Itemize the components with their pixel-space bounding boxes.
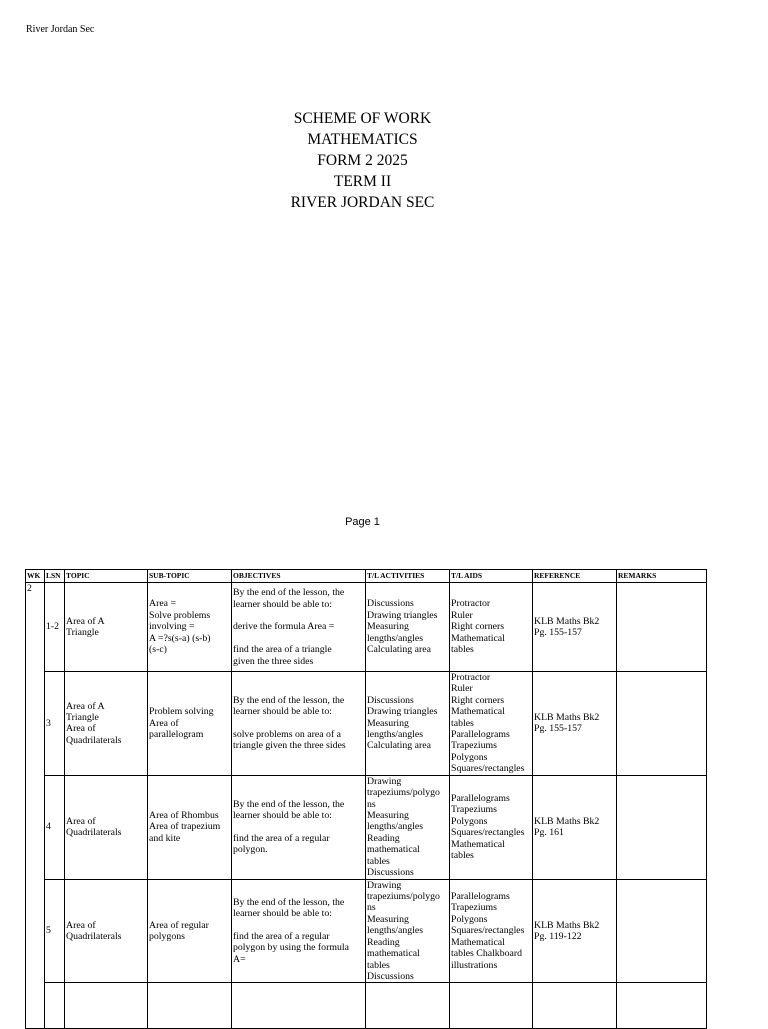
cell-line: Solve problems: [149, 609, 211, 621]
reference-cell: [533, 879, 617, 983]
cell-line: Calculating area: [367, 740, 431, 752]
cell-line: Right corners: [451, 694, 505, 706]
cell-line: Reading: [367, 936, 400, 948]
topic-cell: [65, 983, 148, 1029]
cell-line: Squares/rectangles: [451, 763, 525, 775]
table-row-empty: [26, 983, 707, 1029]
cell-line: Reading: [367, 832, 400, 844]
cell-line: tables: [451, 644, 474, 656]
title-line-1: SCHEME OF WORK: [293, 110, 432, 127]
cell-line: KLB Maths Bk2: [534, 615, 600, 627]
objectives-cell: [232, 672, 366, 776]
cell-gap: [233, 718, 364, 729]
cell-line: Trapeziums: [451, 740, 497, 752]
cell-line: Parallelograms: [451, 792, 510, 804]
cell-line: tables: [451, 717, 474, 729]
cell-line: Triangle: [66, 627, 99, 638]
table-row: [26, 672, 707, 776]
table-row: [26, 583, 707, 672]
cell-line: Calculating area: [367, 644, 431, 656]
column-header-topic: TOPIC: [65, 570, 148, 583]
document-title: [0, 108, 725, 213]
cell-line: Right corners: [451, 621, 505, 633]
subtopic-cell: [148, 775, 232, 879]
title-line-2: MATHEMATICS: [307, 131, 418, 148]
cell-line: Triangle: [66, 711, 99, 723]
cell-line: triangle given the three sides: [233, 740, 346, 752]
cell-line: Discussions: [367, 867, 414, 879]
cell-line: By the end of the lesson, the: [233, 587, 345, 599]
table-row: [26, 775, 707, 879]
running-header: River Jordan Sec: [26, 24, 95, 35]
cell-line: find the area of a triangle: [233, 644, 332, 656]
cell-line: ns: [367, 798, 376, 810]
cell-line: Area of trapezium: [149, 821, 221, 833]
cell-line: solve problems on area of a: [233, 729, 342, 741]
cell-line: Mathematical: [451, 632, 505, 644]
cell-line: Polygons: [451, 913, 488, 925]
cell-line: Discussions: [367, 598, 414, 610]
aids-cell: [450, 672, 533, 776]
cell-line: Area of: [66, 919, 96, 931]
cell-line: involving =: [149, 621, 195, 633]
cell-line: Pg. 119-122: [534, 930, 582, 942]
title-line-4: TERM II: [333, 173, 392, 190]
title-line-3: FORM 2 2025: [317, 152, 408, 169]
cell-line: KLB Maths Bk2: [534, 815, 600, 827]
cell-line: learner should be able to:: [233, 706, 333, 718]
cell-gap: [233, 610, 364, 621]
lsn-cell: 5: [45, 879, 65, 983]
cell-line: Squares/rectangles: [451, 827, 525, 839]
table-header-row: [26, 570, 707, 583]
table-row: [26, 879, 707, 983]
topic-cell: [65, 583, 148, 672]
cell-line: Quadrilaterals: [66, 734, 122, 746]
activities-cell: [366, 775, 450, 879]
cell-line: Discussions: [367, 970, 414, 982]
cell-line: trapeziums/polygo: [367, 891, 440, 903]
reference-cell: [533, 672, 617, 776]
cell-line: lengths/angles: [367, 729, 424, 741]
subtopic-cell: [148, 672, 232, 776]
topic-cell: [65, 775, 148, 879]
cell-gap: [233, 633, 364, 644]
cell-line: lengths/angles: [367, 925, 424, 937]
cell-gap: [233, 920, 364, 931]
cell-line: illustrations: [451, 959, 498, 971]
cell-line: and kite: [149, 832, 181, 844]
aids-cell: [450, 983, 533, 1029]
column-header-reference: REFERENCE: [533, 570, 617, 583]
cell-line: Area of: [66, 815, 96, 827]
cell-line: Area of: [66, 723, 96, 735]
cell-line: derive the formula Area =: [233, 621, 335, 633]
cell-line: trapeziums/polygo: [367, 787, 440, 799]
remarks-cell: [617, 983, 707, 1029]
subtopic-cell: [148, 879, 232, 983]
remarks-cell: [617, 583, 707, 672]
cell-line: ns: [367, 902, 376, 914]
cell-line: Area of A: [66, 700, 105, 712]
objectives-cell: [232, 879, 366, 983]
cell-line: Area of regular: [149, 919, 209, 931]
cell-line: Parallelograms: [451, 891, 510, 903]
cell-line: polygon by using the formula: [233, 942, 349, 954]
cell-line: Trapeziums: [451, 804, 497, 816]
cell-line: Polygons: [451, 815, 488, 827]
column-header-lsn: LSN: [45, 570, 65, 583]
cell-line: polygons: [149, 930, 185, 942]
cell-line: Ruler: [451, 609, 473, 621]
cell-line: KLB Maths Bk2: [534, 711, 600, 723]
cell-line: Quadrilaterals: [66, 827, 122, 839]
cell-line: lengths/angles: [367, 632, 424, 644]
cell-line: Parallelograms: [451, 729, 510, 741]
cell-line: mathematical: [367, 844, 420, 856]
subtopic-cell: [148, 983, 232, 1029]
cell-line: Polygons: [451, 751, 488, 763]
cell-line: Area of A: [66, 615, 105, 627]
cell-line: A=: [233, 953, 246, 965]
cell-line: KLB Maths Bk2: [534, 919, 600, 931]
cell-line: lengths/angles: [367, 821, 424, 833]
cell-line: learner should be able to:: [233, 810, 333, 822]
cell-line: Drawing triangles: [367, 706, 438, 718]
cell-line: By the end of the lesson, the: [233, 896, 345, 908]
column-header-objectives: OBJECTIVES: [232, 570, 366, 583]
cell-line: Area =: [149, 598, 177, 610]
week-cell: 2: [26, 583, 45, 1029]
cell-line: Protractor: [451, 672, 491, 683]
cell-line: A =?s(s-a) (s-b): [149, 632, 211, 644]
activities-cell: [366, 583, 450, 672]
activities-cell: [366, 672, 450, 776]
reference-cell: [533, 775, 617, 879]
objectives-cell: [232, 583, 366, 672]
aids-cell: [450, 879, 533, 983]
lsn-cell: [45, 983, 65, 1029]
cell-line: Drawing: [367, 879, 402, 891]
cell-line: Mathematical: [451, 706, 505, 718]
cell-line: learner should be able to:: [233, 598, 333, 610]
activities-cell: [366, 879, 450, 983]
cell-line: Measuring: [367, 621, 409, 633]
cell-line: Ruler: [451, 683, 473, 695]
lsn-cell: 4: [45, 775, 65, 879]
cell-line: (s-c): [149, 644, 167, 656]
cell-line: Pg. 155-157: [534, 627, 582, 638]
cell-line: find the area of a regular: [233, 930, 330, 942]
aids-cell: [450, 775, 533, 879]
column-header-wk: WK: [26, 570, 45, 583]
remarks-cell: [617, 775, 707, 879]
cell-gap: [233, 821, 364, 832]
cell-line: polygon.: [233, 844, 268, 856]
subtopic-cell: [148, 583, 232, 672]
reference-cell: [533, 583, 617, 672]
scheme-of-work-table: [25, 569, 707, 1029]
cell-line: tables: [367, 959, 390, 971]
cell-line: tables Chalkboard: [451, 948, 523, 960]
cell-line: mathematical: [367, 948, 420, 960]
cell-line: Mathematical: [451, 936, 505, 948]
column-header-subtopic: SUB-TOPIC: [148, 570, 232, 583]
topic-cell: [65, 879, 148, 983]
cell-line: Measuring: [367, 810, 409, 822]
column-header-aids: T/L AIDS: [450, 570, 533, 583]
cell-line: By the end of the lesson, the: [233, 694, 345, 706]
cell-line: parallelogram: [149, 729, 204, 741]
cell-line: Squares/rectangles: [451, 925, 525, 937]
column-header-activities: T/L ACTIVITIES: [366, 570, 450, 583]
page-number: Page 1: [345, 516, 380, 528]
cell-line: Drawing: [367, 775, 402, 787]
cell-line: Trapeziums: [451, 902, 497, 914]
cell-line: Measuring: [367, 913, 409, 925]
cell-line: tables: [367, 855, 390, 867]
cell-line: Protractor: [451, 598, 491, 610]
cell-line: find the area of a regular: [233, 832, 330, 844]
remarks-cell: [617, 879, 707, 983]
cell-line: Pg. 155-157: [534, 723, 582, 735]
cell-line: Measuring: [367, 717, 409, 729]
title-line-5: RIVER JORDAN SEC: [290, 194, 435, 211]
cell-line: Mathematical: [451, 838, 505, 850]
lsn-cell: 3: [45, 672, 65, 776]
objectives-cell: [232, 775, 366, 879]
objectives-cell: [232, 983, 366, 1029]
column-header-remarks: REMARKS: [617, 570, 707, 583]
cell-line: given the three sides: [233, 655, 314, 667]
cell-line: Pg. 161: [534, 827, 564, 839]
cell-line: Problem solving: [149, 706, 214, 718]
cell-line: learner should be able to:: [233, 908, 333, 920]
reference-cell: [533, 983, 617, 1029]
activities-cell: [366, 983, 450, 1029]
lsn-cell: 1-2: [45, 583, 65, 672]
cell-line: Quadrilaterals: [66, 930, 122, 942]
cell-line: Drawing triangles: [367, 609, 438, 621]
topic-cell: [65, 672, 148, 776]
cell-line: By the end of the lesson, the: [233, 798, 345, 810]
remarks-cell: [617, 672, 707, 776]
cell-line: Area of Rhombus: [149, 810, 219, 822]
cell-line: Area of: [149, 717, 179, 729]
cell-line: tables: [451, 849, 474, 861]
cell-line: Discussions: [367, 694, 414, 706]
aids-cell: [450, 583, 533, 672]
